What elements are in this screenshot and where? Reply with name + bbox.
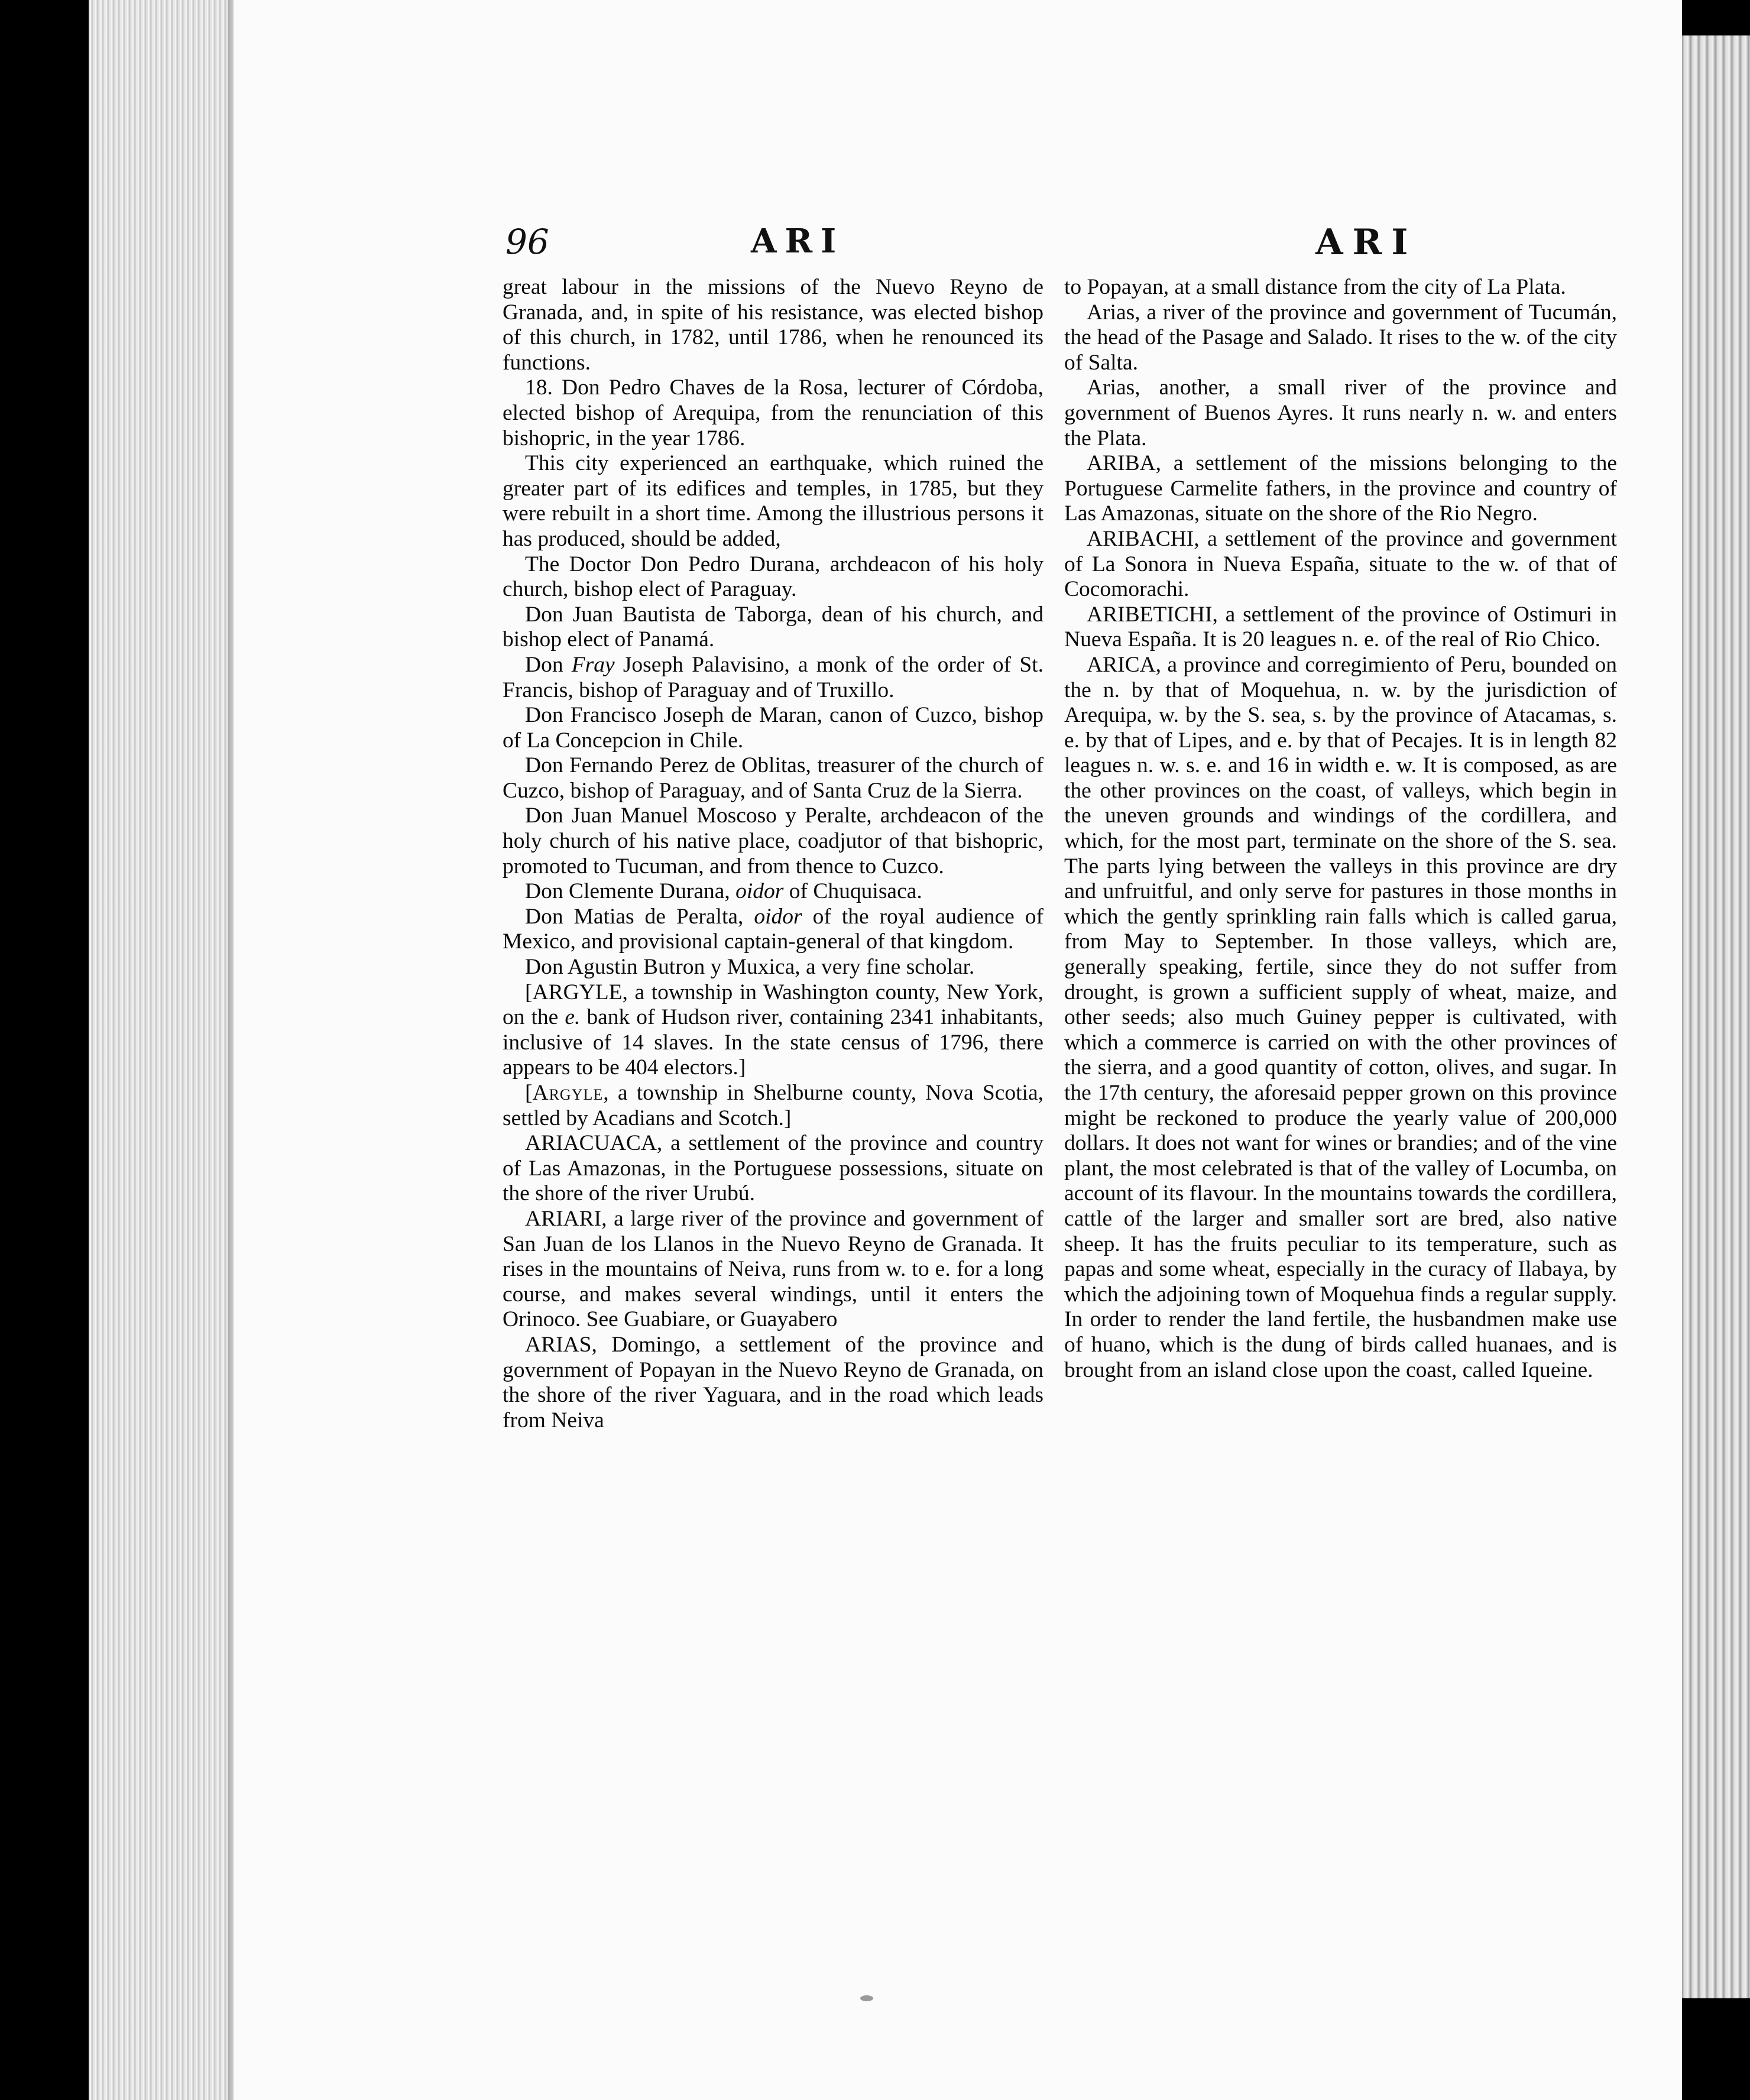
left-column-paragraph xyxy=(503,980,1043,1081)
facing-page-edge xyxy=(1682,35,1750,1998)
right-column-paragraph: Arias, a river of the province and government of Tucumán, the head of the Pasage and Salado. It rises to the w. of the city of Salta. xyxy=(1064,300,1617,375)
right-column-paragraph: ARIBETICHI, a settlement of the province of Ostimuri in Nueva España. It is 20 leagues n. e. of the real of Rio Chico. xyxy=(1064,602,1617,652)
left-column-paragraph xyxy=(503,879,1043,905)
text-run: Don xyxy=(525,652,572,677)
text-run: Joseph Palavisino, a monk of the order of St. Francis, bishop of Paraguay and of Truxillo. xyxy=(503,652,1043,702)
right-column-paragraph: Arias, another, a small river of the province and government of Buenos Ayres. It runs nearly n. w. and enters the Plata. xyxy=(1064,375,1617,451)
text-run: oidor xyxy=(735,879,784,904)
text-run: bank of Hudson river, containing 2341 inhabitants, inclusive of 14 slaves. In the state census of 1796, there appears to be 404 electors.] xyxy=(503,1005,1043,1080)
left-column-paragraph: This city experienced an earthquake, which ruined the greater part of its edifices and temples, in 1785, but they were rebuilt in a short time. Among the illustrious persons it has produced, should be added, xyxy=(503,451,1043,551)
text-run: of the royal audience of Mexico, and provisional captain-general of that kingdom. xyxy=(503,904,1043,954)
left-column-paragraph xyxy=(503,653,1043,703)
page-number: 96 xyxy=(505,222,549,262)
left-column-paragraph xyxy=(503,1081,1043,1131)
text-run: Argyle xyxy=(532,1081,604,1105)
running-head-right: ARI xyxy=(1315,222,1418,263)
print-smudge xyxy=(860,1995,873,2001)
left-column-paragraph: great labour in the missions of the Nuevo Reyno de Granada, and, in spite of his resistance, was elected bishop of this church, in 1782, until 1786, when he renounced its functions. xyxy=(503,275,1043,375)
left-column-paragraph: ARIAS, Domingo, a settlement of the province and government of Popayan in the Nuevo Reyno de Granada, on the shore of the river Yaguara, and in the road which leads from Neiva xyxy=(503,1332,1043,1433)
left-column-paragraph: ARIACUACA, a settlement of the province and country of Las Amazonas, in the Portuguese possessions, situate on the shore of the river Urubú. xyxy=(503,1131,1043,1206)
book-page-edges xyxy=(89,0,236,2100)
left-column-paragraph: Don Fernando Perez de Oblitas, treasurer of the church of Cuzco, bishop of Paraguay, and of Santa Cruz de la Sierra. xyxy=(503,753,1043,803)
right-column-paragraph: ARICA, a province and corregimiento of Peru, bounded on the n. by that of Moquehua, n. w. by the jurisdiction of Arequipa, w. by the S. sea, s. by the province of Atacamas, s. e. by that of Lipes, and e. by that of Pecajes. It is in length 82 leagues n. w. s. e. and 16 in width e. w. It is composed, as are the other provinces on the coast, of valleys, which begin in the uneven grounds and windings of the cordillera, and which, for the most part, terminate on the shore of the S. sea. The parts lying between the valleys in this province are dry and unfruitful, and only serve for pastures in those months in which the gently sprinkling rain falls which is called garua, from May to September. In those valleys, which are, generally speaking, fertile, since they do not suffer from drought, is grown a sufficient supply of wheat, maize, and other seeds; also much Guiney pepper is cultivated, with which a commerce is carried on with the other provinces of the sierra, and a good quantity of cotton, olives, and sugar. In the 17th century, the aforesaid pepper grown on this province might be reckoned to produce the yearly value of 200,000 dollars. It does not want for wines or brandies; and of the vine plant, the most celebrated is that of the valley of Locumba, on account of its flavour. In the mountains towards the cordillera, cattle of the larger and smaller sort are bred, also native sheep. It has the fruits peculiar to its temperature, such as papas and some wheat, especially in the curacy of Ilabaya, by which the adjoining town of Moquehua finds a regular supply. In order to render the land fertile, the husbandmen make use of huano, which is the dung of birds called huanaes, and is brought from an island close upon the coast, called Iqueine. xyxy=(1064,652,1617,1382)
text-run: Fray xyxy=(571,652,615,677)
right-column-paragraph: ARIBA, a settlement of the missions belonging to the Portuguese Carmelite fathers, in the province and country of Las Amazonas, situate on the shore of the Rio Negro. xyxy=(1064,451,1617,526)
text-run: of Chuquisaca. xyxy=(783,879,922,904)
text-run: Don Matias de Peralta, xyxy=(525,904,754,929)
text-run: oidor xyxy=(754,904,802,929)
text-run: Don Clemente Durana, xyxy=(525,879,736,904)
right-text-column xyxy=(1064,275,1617,1383)
left-column-paragraph: 18. Don Pedro Chaves de la Rosa, lecturer of Córdoba, elected bishop of Arequipa, from the renunciation of this bishopric, in the year 1786. xyxy=(503,375,1043,451)
right-column-paragraph: to Popayan, at a small distance from the city of La Plata. xyxy=(1064,275,1566,299)
text-run: , a township in Shelburne county, Nova Scotia, settled by Acadians and Scotch.] xyxy=(503,1081,1043,1130)
left-column-paragraph: Don Juan Bautista de Taborga, dean of his church, and bishop elect of Panamá. xyxy=(503,602,1043,652)
right-column-paragraph: ARIBACHI, a settlement of the province and government of La Sonora in Nueva España, situate to the w. of that of Cocomorachi. xyxy=(1064,526,1617,602)
left-column-paragraph: The Doctor Don Pedro Durana, archdeacon of his holy church, bishop elect of Paraguay. xyxy=(503,552,1043,602)
text-run: [ARGYLE, a township in Washington county, New York, on the xyxy=(503,980,1043,1030)
running-head-left: ARI xyxy=(751,222,845,261)
left-column-paragraph: Don Juan Manuel Moscoso y Peralte, archdeacon of the holy church of his native place, coadjutor of that bishopric, promoted to Tucuman, and from thence to Cuzco. xyxy=(503,803,1043,879)
text-run: [ xyxy=(525,1081,533,1105)
left-column-paragraph: ARIARI, a large river of the province and government of San Juan de los Llanos in the Nuevo Reyno de Granada. It rises in the mountains of Neiva, runs from w. to e. for a long course, and makes several windings, until it enters the Orinoco. See Guabiare, or Guayabero xyxy=(503,1206,1043,1332)
left-column-paragraph: Don Francisco Joseph de Maran, canon of Cuzco, bishop of La Concepcion in Chile. xyxy=(503,703,1043,753)
text-run: e. xyxy=(565,1005,581,1030)
left-column-paragraph: Don Agustin Butron y Muxica, a very fine scholar. xyxy=(525,955,975,980)
left-column-paragraph xyxy=(503,905,1043,955)
left-text-column xyxy=(503,275,1043,1433)
